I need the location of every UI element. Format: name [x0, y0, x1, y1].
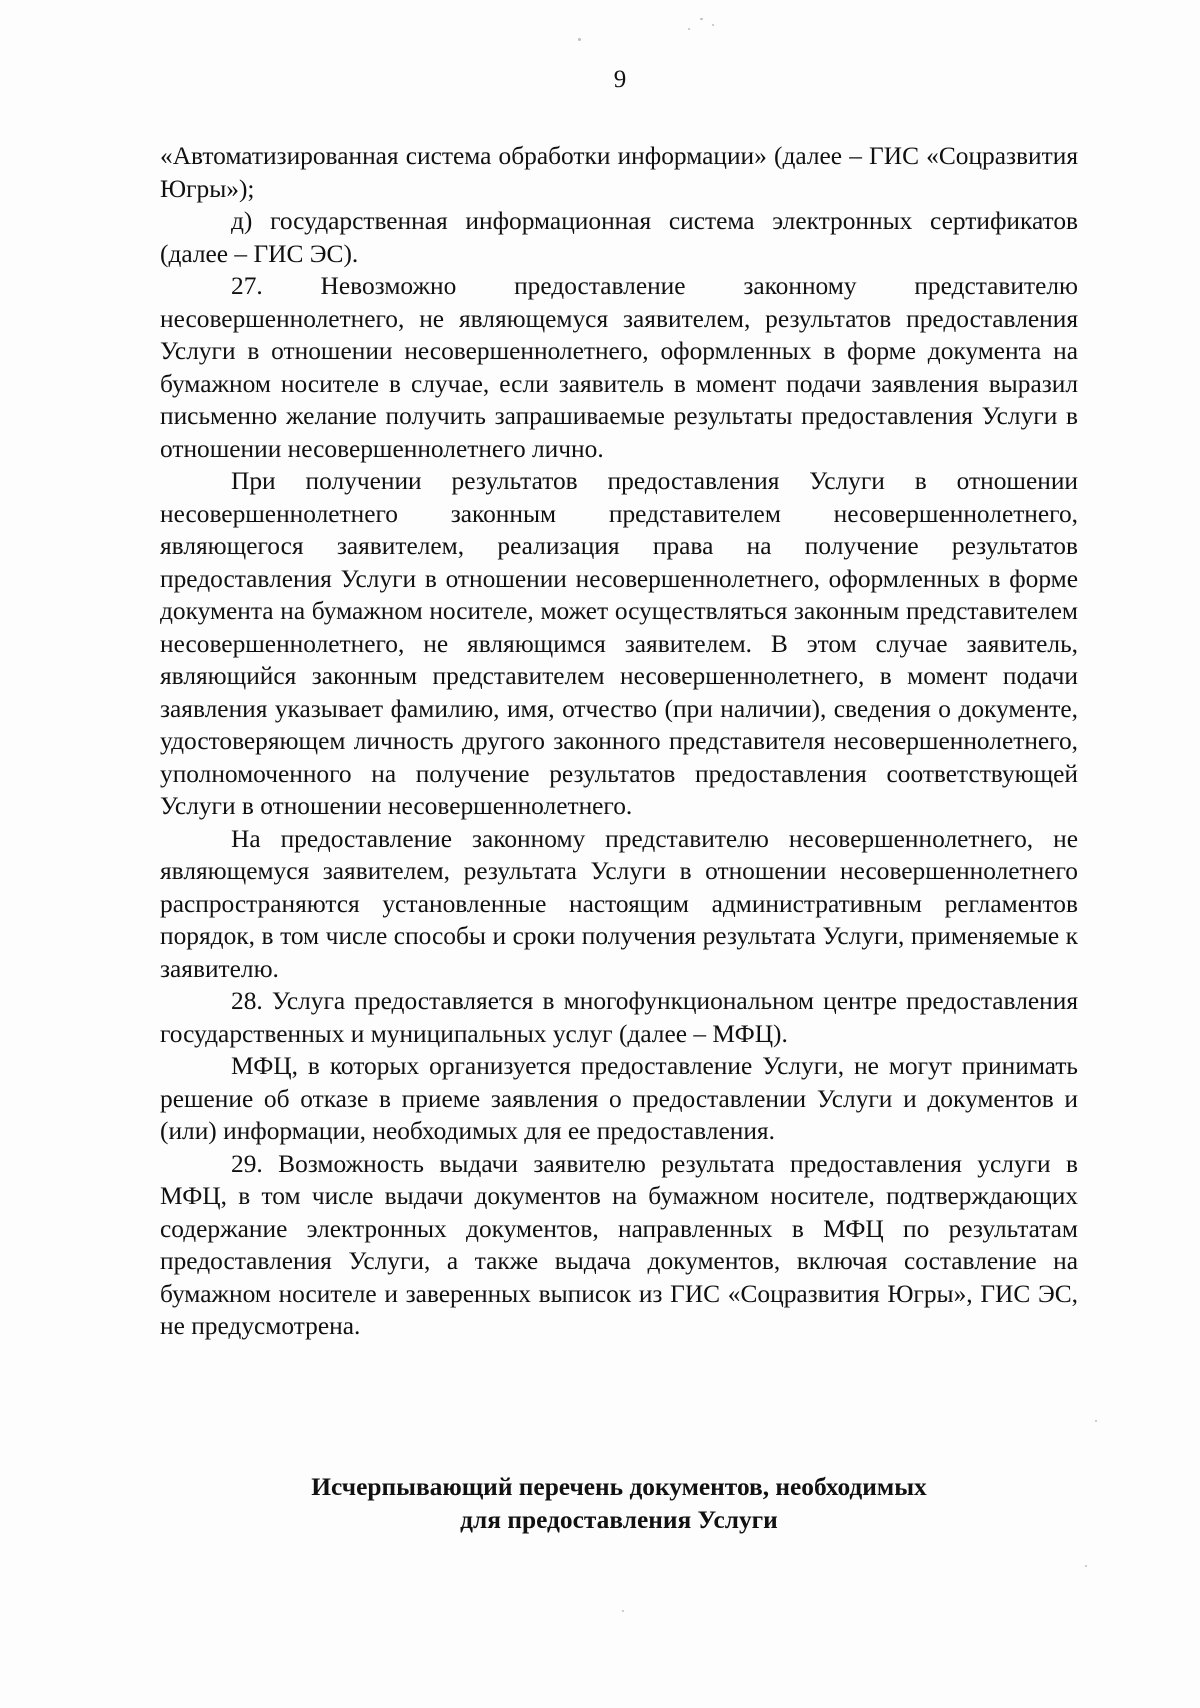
page-number: 9	[613, 66, 627, 93]
scan-speck	[712, 24, 714, 26]
paragraph-27-receipt: При получении результатов предоставления Услуги в отношении несовершеннолетнего законным представителем несовершеннолетнего, являющегося заявителем, реализация права на получение результатов предоставления Услуги в отношении несовершеннолетнего, оформленных в форме документа на бумажном носителе, может осуществляться законным представителем несовершеннолетнего, не являющимся заявителем. В этом случае заявитель, являющийся законным представителем несовершеннолетнего, в момент подачи заявления указывает фамилию, имя, отчество (при наличии), сведения о документе, удостоверяющем личность другого законного представителя несовершеннолетнего, уполномоченного на получение результатов предоставления соответствующей Услуги в отношении несовершеннолетнего.	[160, 467, 1078, 820]
scan-speck	[622, 1610, 624, 1612]
scan-speck	[1095, 1420, 1097, 1422]
paragraph-27-procedure: На предоставление законному представителю несовершеннолетнего, не являющемуся заявителем, результата Услуги в отношении несовершеннолетнего распространяются установленные настоящим административным регламентов порядок, в том числе способы и сроки получения результата Услуги, применяемые к заявителю.	[160, 824, 1078, 983]
scan-speck	[688, 28, 690, 30]
section-heading-line-2: для предоставления Услуги	[460, 1505, 778, 1534]
paragraph-item-d: д) государственная информационная система электронных сертификатов (далее – ГИС ЭС).	[160, 207, 1078, 268]
scan-speck	[700, 18, 703, 20]
section-heading-line-1: Исчерпывающий перечень документов, необходимых	[311, 1473, 927, 1501]
section-heading	[160, 1471, 1078, 1536]
paragraph-ais-continuation: «Автоматизированная система обработки информации» (далее – ГИС «Соцразвития Югры»);	[160, 142, 1078, 203]
scan-speck	[578, 38, 581, 41]
body-text	[160, 140, 1078, 1343]
scan-speck	[1085, 1565, 1087, 1567]
paragraph-28-mfc: МФЦ, в которых организуется предоставление Услуги, не могут принимать решение об отказе в приеме заявления о предоставлении Услуги и документов и (или) информации, необходимых для ее предоставления.	[160, 1052, 1078, 1145]
paragraph-29: 29. Возможность выдачи заявителю результата предоставления услуги в МФЦ, в том числе выдачи документов на бумажном носителе, подтверждающих содержание электронных документов, направленных в МФЦ по результатам предоставления Услуги, а также выдача документов, включая составление на бумажном носителе и заверенных выписок из ГИС «Соцразвития Югры», ГИС ЭС, не предусмотрена.	[160, 1149, 1078, 1340]
paragraph-27: 27. Невозможно предоставление законному представителю несовершеннолетнего, не являющемуся заявителем, результатов предоставления Услуги в отношении несовершеннолетнего, оформленных в форме документа на бумажном носителе в случае, если заявитель в момент подачи заявления выразил письменно желание получить запрашиваемые результаты предоставления Услуги в отношении несовершеннолетнего лично.	[160, 272, 1078, 463]
paragraph-28: 28. Услуга предоставляется в многофункциональном центре предоставления государственных и муниципальных услуг (далее – МФЦ).	[160, 987, 1078, 1048]
